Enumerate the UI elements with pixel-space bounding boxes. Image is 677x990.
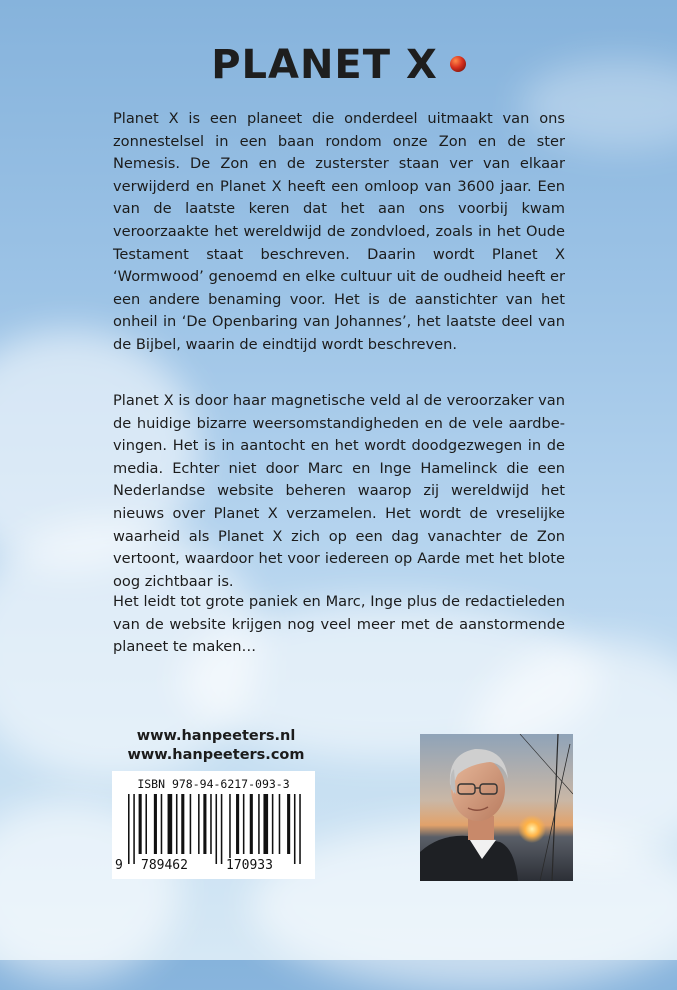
author-photo-illustration [420, 734, 573, 881]
barcode-bar [128, 794, 130, 864]
barcode-bar [250, 794, 253, 854]
barcode-bar [229, 794, 231, 864]
barcode-bar [154, 794, 157, 854]
barcode-bar [263, 794, 268, 854]
barcode-bar [272, 794, 274, 854]
barcode-bar [221, 794, 223, 864]
isbn-label: ISBN 978-94-6217-093-3 [137, 777, 290, 791]
barcode-bar [176, 794, 178, 854]
barcode-bar [258, 794, 260, 854]
barcode-bar [139, 794, 142, 854]
website-link-com[interactable]: www.hanpeeters.com [127, 747, 305, 763]
author-photo [420, 734, 573, 881]
barcode-bar [161, 794, 163, 854]
barcode-digit-first: 9 [115, 858, 123, 873]
barcode-bar [243, 794, 245, 854]
blurb-paragraph-2: Planet X is door haar magnetische veld al de veroorzaker van de huidige bizarre weersomstandigheden en de vele aardbevingen. Het is in aantocht en het wordt doodgezwegen in de media. Echter niet door Marc en Inge Hamelinck die een Nederlandse website beheren waarop zij wereldwijd het nieuws over Planet X verzamelen. Het wordt de vreselijke waarheid als Planet X zich op een dag vanachter de Zon vertoont, waardoor het voor iedereen op Aarde met het blote oog zichtbaar is. [113, 392, 565, 590]
barcode-digits-right: 170933 [226, 858, 273, 873]
barcode-bar [190, 794, 192, 854]
website-link-nl[interactable]: www.hanpeeters.nl [136, 728, 296, 744]
barcode-bar [203, 794, 206, 854]
barcode-bar [145, 794, 147, 854]
barcode-bars [126, 794, 302, 864]
barcode-bar [287, 794, 290, 854]
barcode-bar [279, 794, 281, 854]
website-list [126, 727, 306, 765]
barcode-bar [210, 794, 212, 854]
barcode-bar [299, 794, 301, 864]
planet-icon [450, 56, 466, 72]
blurb-paragraph-3: Het leidt tot grote paniek en Marc, Inge plus de redactieleden van de website krijgen nog veel meer met de aanstormende planeet te maken… [113, 593, 565, 656]
book-title-text: PLANET X [211, 42, 438, 88]
isbn-barcode [112, 771, 315, 879]
barcode-bar [294, 794, 296, 864]
book-title [0, 42, 677, 88]
barcode-bar [181, 794, 184, 854]
barcode-digits-left: 789462 [141, 858, 188, 873]
barcode-bar [236, 794, 239, 854]
barcode-bar [216, 794, 218, 864]
barcode-bar [198, 794, 200, 854]
barcode-bar [168, 794, 173, 854]
blurb-paragraph-1: Planet X is een planeet die onderdeel uitmaakt van ons zonnestelsel in een baan rondom onze Zon en de ster Nemesis. De Zon en de zusterster staan ver van elkaar verwijderd en Planet X heeft een omloop van 3600 jaar. Een van de laatste keren dat het aan ons voorbij kwam veroorzaakte het wereldwijd de zondvloed, zoals in het Oude Testament staat beschreven. Daarin wordt Planet X ‘Wormwood’ genoemd en elke cultuur uit de oudheid heeft er een andere benaming voor. Het is de aanstichter van het onheil in ‘De Openbaring van Johannes’, het laatste deel van de Bijbel, waarin de eindtijd wordt beschreven. [113, 110, 565, 353]
barcode-bar [133, 794, 135, 864]
